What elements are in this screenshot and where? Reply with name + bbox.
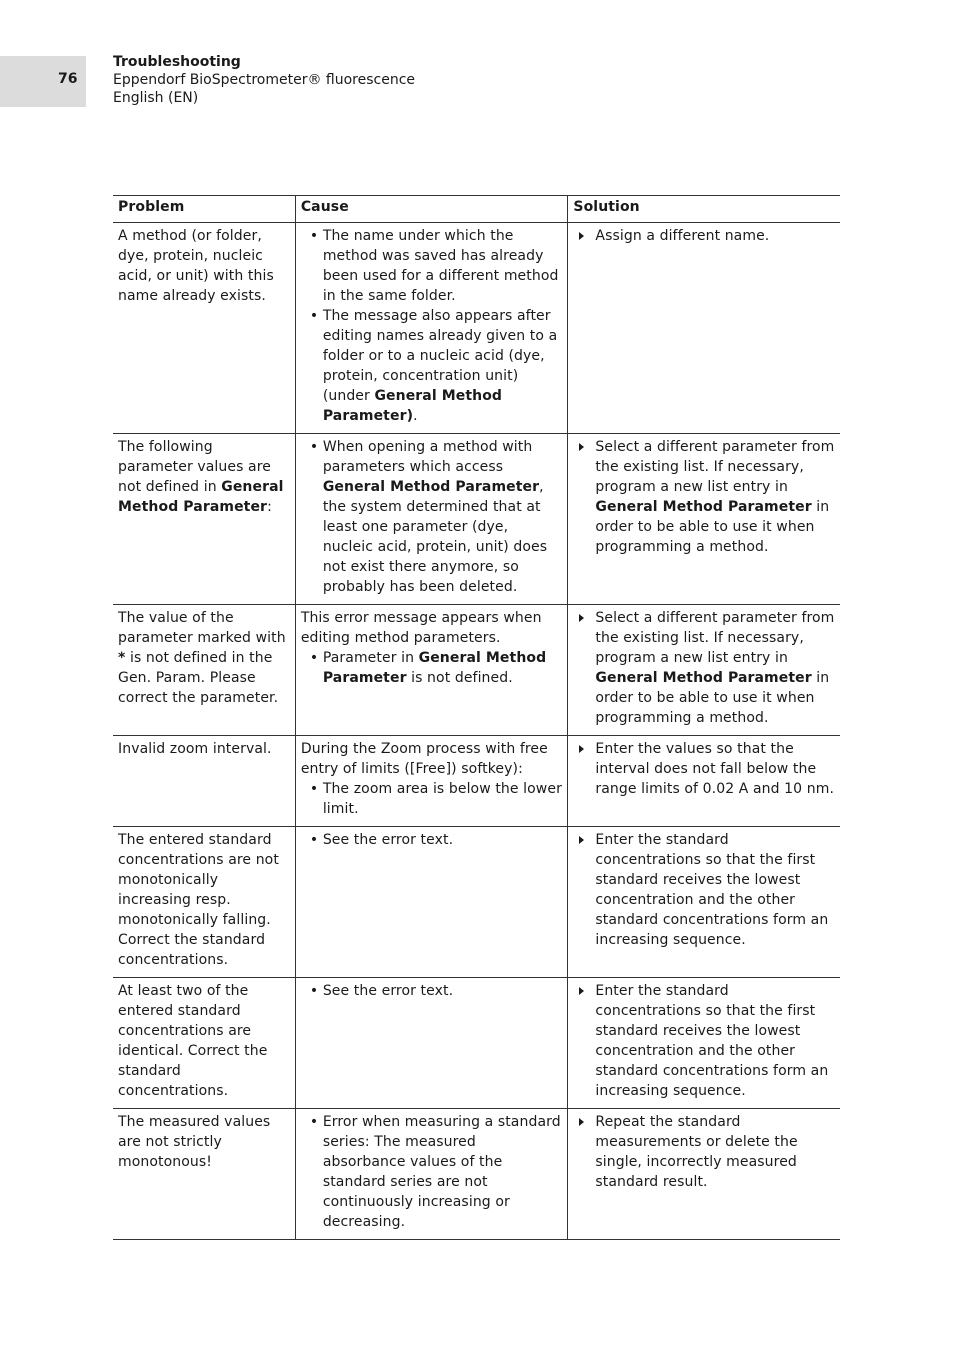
solution-item [573,981,835,1101]
troubleshooting-table [113,195,840,1240]
running-header [113,53,415,107]
cause-cell [295,434,568,605]
problem-text: The following parameter values are not defined in [118,439,271,495]
problem-cell: At least two of the entered standard concentrations are identical. Correct the standard concentrations. [113,978,295,1109]
problem-cell: A method (or folder, dye, protein, nucleic acid, or unit) with this name already exists. [113,223,295,434]
problem-cell: Invalid zoom interval. [113,736,295,827]
table-header-row [113,196,840,223]
cause-cell [295,1109,568,1240]
problem-bold-term: * [118,650,126,666]
cause-list [301,648,563,688]
chapter-title: Troubleshooting [113,54,241,70]
problem-cell: The entered standard concentrations are not monotonically increasing resp. monotonically falling. Correct the standard concentrations. [113,827,295,978]
cause-bold-term: General Method Parameter [322,650,547,686]
cause-list [301,226,563,426]
header-problem: Problem [113,196,295,223]
cause-item: • See the error text. [301,981,563,1001]
cause-text: The message also appears after editing names already given to a folder or to a nucleic acid (dye, protein, concentration unit) (under [322,308,558,404]
solution-item [573,437,835,557]
table-row [113,827,840,978]
table-row [113,605,840,736]
solution-cell [568,223,840,434]
arrow-right-icon [579,1118,584,1126]
cause-text: When opening a method with parameters which access [322,439,533,475]
problem-cell [113,605,295,736]
problem-bold-term: General Method Parameter [118,479,284,515]
solution-item [573,226,835,246]
cause-item [301,648,563,688]
solution-cell [568,605,840,736]
problem-cell [113,434,295,605]
header-solution: Solution [568,196,840,223]
problem-text: is not defined in the Gen. Param. Please correct the parameter. [118,650,279,706]
cause-text: Parameter in [322,650,419,666]
solution-item [573,830,835,950]
product-name: Eppendorf BioSpectrometer® fluorescence [113,72,416,88]
cause-list [301,981,563,1001]
cause-cell [295,605,568,736]
cause-list [301,1112,563,1232]
cause-item: • The zoom area is below the lower limit. [301,779,563,819]
cause-list [301,830,563,850]
arrow-right-icon [579,745,584,753]
cause-intro: During the Zoom process with free entry of limits ([Free]) softkey): [300,741,548,777]
solution-text: Select a different parameter from the existing list. If necessary, program a new list entry in [595,439,835,495]
problem-text: : [267,499,272,515]
cause-cell [295,223,568,434]
arrow-right-icon [579,232,584,240]
arrow-right-icon [579,614,584,622]
solution-text: Repeat the standard measurements or delete the single, incorrectly measured standard result. [595,1114,798,1190]
problem-cell: The measured values are not strictly monotonous! [113,1109,295,1240]
table-row [113,978,840,1109]
solution-cell [568,736,840,827]
cause-cell [295,978,568,1109]
solution-item [573,739,835,799]
table-row [113,736,840,827]
cause-list [301,437,563,597]
solution-text: in order to be able to use it when programming a method. [595,670,830,726]
solution-cell [568,978,840,1109]
cause-bold-term: General Method Parameter) [322,388,503,424]
cause-item [301,437,563,597]
header-cause: Cause [295,196,568,223]
table-row [113,1109,840,1240]
solution-text: Assign a different name. [595,228,770,244]
cause-item [301,306,563,426]
cause-item: • The name under which the method was saved has already been used for a different method in the same folder. [301,226,563,306]
cause-text: . [413,408,418,424]
arrow-right-icon [579,987,584,995]
solution-cell [568,1109,840,1240]
cause-cell [295,827,568,978]
solution-bold-term: General Method Parameter [595,499,812,515]
page-number: 76 [58,71,78,87]
cause-item: • See the error text. [301,830,563,850]
cause-list [301,779,563,819]
arrow-right-icon [579,836,584,844]
cause-text: , the system determined that at least one parameter (dye, nucleic acid, protein, unit) does not exist there anymore, so probably has been deleted. [322,479,548,595]
arrow-right-icon [579,443,584,451]
solution-text: Enter the standard concentrations so that the first standard receives the lowest concentration and the other standard concentrations form an increasing sequence. [595,832,829,948]
solution-item [573,608,835,728]
solution-text: Enter the standard concentrations so that the first standard receives the lowest concentration and the other standard concentrations form an increasing sequence. [595,983,829,1099]
solution-text: in order to be able to use it when programming a method. [595,499,830,555]
solution-cell [568,434,840,605]
cause-text: is not defined. [406,670,513,686]
table-row [113,434,840,605]
cause-bold-term: General Method Parameter [322,479,540,495]
solution-bold-term: General Method Parameter [595,670,812,686]
solution-text: Enter the values so that the interval does not fall below the range limits of 0.02 A and 10 nm. [595,741,834,797]
cause-intro: This error message appears when editing method parameters. [300,610,542,646]
cause-item: • Error when measuring a standard series: The measured absorbance values of the standard series are not continuously increasing or decreasing. [301,1112,563,1232]
solution-item [573,1112,835,1192]
solution-cell [568,827,840,978]
cause-cell [295,736,568,827]
problem-text: The value of the parameter marked with [118,610,286,646]
solution-text: Select a different parameter from the existing list. If necessary, program a new list entry in [595,610,835,666]
language-label: English (EN) [113,90,199,106]
table-row [113,223,840,434]
